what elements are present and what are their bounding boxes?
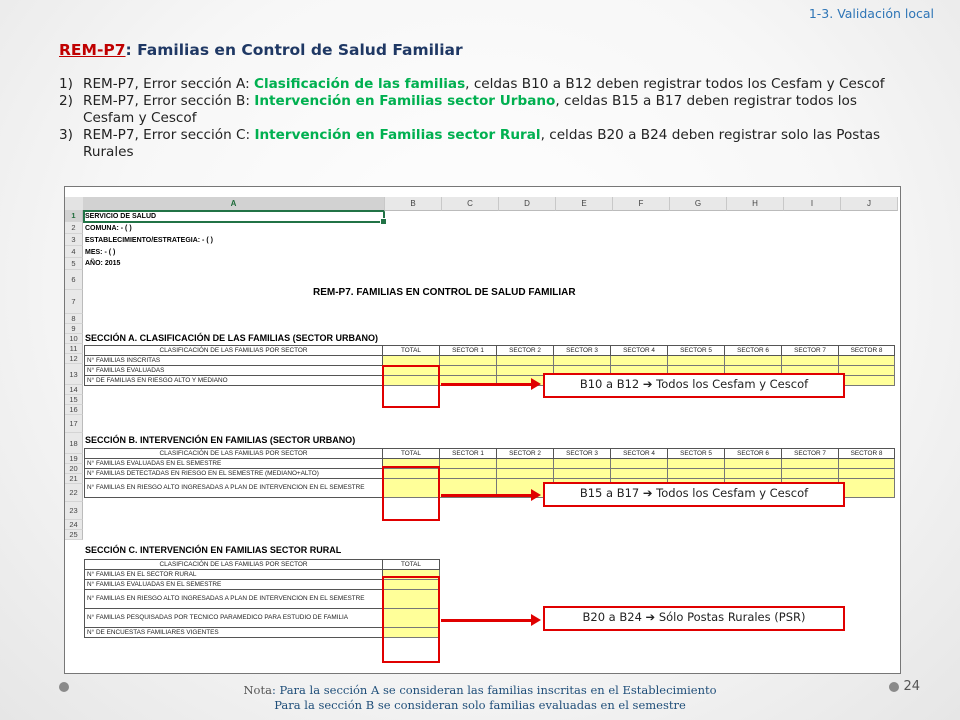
row-label: N° FAMILIAS EVALUADAS EN EL SEMESTRE xyxy=(85,580,383,590)
row-label: N° DE FAMILIAS EN RIESGO ALTO Y MEDIANO xyxy=(85,376,383,386)
column-header-d[interactable]: D xyxy=(499,197,556,211)
item-highlight: Intervención en Familias sector Rural xyxy=(254,127,541,143)
highlight-box-b20-b24 xyxy=(382,576,440,663)
row-header-22[interactable]: 22 xyxy=(65,484,83,502)
select-all-corner[interactable] xyxy=(65,197,84,211)
arrow-a xyxy=(441,383,532,386)
column-header-e[interactable]: E xyxy=(556,197,613,211)
page-number: 24 xyxy=(903,679,920,694)
header-line: SERVICIO DE SALUD xyxy=(85,213,157,220)
note-line-1 xyxy=(0,683,960,698)
highlight-box-b10-b12 xyxy=(382,365,440,408)
footnote xyxy=(0,683,960,713)
section-c-title: SECCIÓN C. INTERVENCIÓN EN FAMILIAS SECTOR RURAL xyxy=(85,545,342,555)
callout-c: B20 a B24 ➔ Sólo Postas Rurales (PSR) xyxy=(543,606,845,631)
column-header-h[interactable]: H xyxy=(727,197,784,211)
table-header-row xyxy=(85,449,895,459)
row-header-1[interactable]: 1 xyxy=(65,210,83,222)
section-a-title: SECCIÓN A. CLASIFICACIÓN DE LAS FAMILIAS (SECTOR URBANO) xyxy=(85,333,379,343)
row-header-21[interactable]: 21 xyxy=(65,474,83,484)
table-header: CLASIFICACIÓN DE LAS FAMILIAS POR SECTOR xyxy=(85,560,383,570)
row-label: N° FAMILIAS DETECTADAS EN RIESGO EN EL SEMESTRE (MEDIANO+ALTO) xyxy=(85,469,383,479)
table-header: SECTOR 3 xyxy=(554,449,611,459)
row-label: N° FAMILIAS EN EL SECTOR RURAL xyxy=(85,570,383,580)
row-header-13[interactable]: 13 xyxy=(65,364,83,385)
column-header-b[interactable]: B xyxy=(385,197,442,211)
table-row xyxy=(85,459,895,469)
column-header-c[interactable]: C xyxy=(442,197,499,211)
header-line: ESTABLECIMIENTO/ESTRATEGIA: - ( ) xyxy=(85,237,213,244)
table-header: SECTOR 4 xyxy=(611,449,668,459)
item-number: 1) xyxy=(59,76,73,92)
arrow-b xyxy=(441,494,532,497)
table-header: SECTOR 1 xyxy=(440,449,497,459)
row-header-10[interactable]: 10 xyxy=(65,334,83,344)
report-title: REM-P7. FAMILIAS EN CONTROL DE SALUD FAMILIAR xyxy=(313,287,576,298)
table-header: SECTOR 3 xyxy=(554,346,611,356)
item-suffix: , celdas B10 a B12 deben registrar todos los Cesfam y Cescof xyxy=(465,76,885,92)
row-header-5[interactable]: 5 xyxy=(65,258,83,270)
section-tag: 1-3. Validación local xyxy=(808,6,934,21)
row-label: N° FAMILIAS PESQUISADAS POR TECNICO PARAMEDICO PARA ESTUDIO DE FAMILIA xyxy=(85,609,383,628)
column-header-g[interactable]: G xyxy=(670,197,727,211)
arrow-c xyxy=(441,619,532,622)
item-suffix: , celdas B20 a B24 deben registrar solo las Postas Rurales xyxy=(83,127,881,160)
row-header-14[interactable]: 14 xyxy=(65,385,83,395)
callout-a: B10 a B12 ➔ Todos los Cesfam y Cescof xyxy=(543,373,845,398)
highlight-box-b15-b17 xyxy=(382,466,440,521)
table-header: SECTOR 4 xyxy=(611,346,668,356)
column-header-i[interactable]: I xyxy=(784,197,841,211)
table-row xyxy=(85,469,895,479)
table-header: CLASIFICACIÓN DE LAS FAMILIAS POR SECTOR xyxy=(85,346,383,356)
slide-title xyxy=(59,41,463,59)
title-rest: : Familias en Control de Salud Familiar xyxy=(125,41,463,59)
row-header-18[interactable]: 18 xyxy=(65,433,83,454)
row-header-25[interactable]: 25 xyxy=(65,530,83,540)
table-header: SECTOR 6 xyxy=(725,449,782,459)
item-text xyxy=(83,127,904,161)
table-header-row xyxy=(85,346,895,356)
row-header-8[interactable]: 8 xyxy=(65,314,83,324)
row-header-17[interactable]: 17 xyxy=(65,415,83,433)
table-header: SECTOR 5 xyxy=(668,449,725,459)
row-header-6[interactable]: 6 xyxy=(65,270,83,290)
table-header: SECTOR 5 xyxy=(668,346,725,356)
column-header-j[interactable]: J xyxy=(841,197,898,211)
item-prefix: REM-P7, Error sección B: xyxy=(83,93,255,109)
table-header: SECTOR 2 xyxy=(497,449,554,459)
note-text: : Para la sección A se consideran las familias inscritas en el Establecimiento xyxy=(271,683,717,697)
title-code: REM-P7 xyxy=(59,41,126,59)
column-header-f[interactable]: F xyxy=(613,197,670,211)
column-header-a[interactable]: A xyxy=(83,197,385,212)
row-label: N° DE ENCUESTAS FAMILIARES VIGENTES xyxy=(85,628,383,638)
list-item xyxy=(59,93,904,127)
row-header-16[interactable]: 16 xyxy=(65,405,83,415)
row-header-2[interactable]: 2 xyxy=(65,222,83,234)
item-prefix: REM-P7, Error sección C: xyxy=(83,127,255,143)
note-label: Nota xyxy=(243,683,272,697)
row-label: N° FAMILIAS INSCRITAS xyxy=(85,356,383,366)
item-text xyxy=(83,93,904,127)
row-header-15[interactable]: 15 xyxy=(65,395,83,405)
row-label: N° FAMILIAS EN RIESGO ALTO INGRESADAS A PLAN DE INTERVENCION EN EL SEMESTRE xyxy=(85,590,383,609)
header-line: AÑO: 2015 xyxy=(85,260,121,267)
row-header-23[interactable]: 23 xyxy=(65,502,83,520)
table-header: SECTOR 1 xyxy=(440,346,497,356)
note-line-2: Para la sección B se consideran solo familias evaluadas en el semestre xyxy=(274,698,686,712)
row-header-20[interactable]: 20 xyxy=(65,464,83,474)
row-header-24[interactable]: 24 xyxy=(65,520,83,530)
row-label: N° FAMILIAS EN RIESGO ALTO INGRESADAS A PLAN DE INTERVENCION EN EL SEMESTRE xyxy=(85,479,383,498)
table-row xyxy=(85,356,895,366)
table-header: TOTAL xyxy=(383,346,440,356)
table-header: CLASIFICACIÓN DE LAS FAMILIAS POR SECTOR xyxy=(85,449,383,459)
row-header-19[interactable]: 19 xyxy=(65,454,83,464)
table-header: TOTAL xyxy=(383,560,440,570)
section-b-title: SECCIÓN B. INTERVENCIÓN EN FAMILIAS (SECTOR URBANO) xyxy=(85,435,356,445)
item-suffix: , celdas B15 a B17 deben registrar todos los Cesfam y Cescof xyxy=(83,93,857,126)
item-prefix: REM-P7, Error sección A: xyxy=(83,76,254,92)
table-header: SECTOR 7 xyxy=(782,449,839,459)
callout-b: B15 a B17 ➔ Todos los Cesfam y Cescof xyxy=(543,482,845,507)
item-number: 3) xyxy=(59,127,73,143)
table-header: SECTOR 8 xyxy=(839,449,895,459)
item-highlight: Clasificación de las familias xyxy=(254,76,466,92)
row-header-4[interactable]: 4 xyxy=(65,246,83,258)
row-label: N° FAMILIAS EVALUADAS EN EL SEMESTRE xyxy=(85,459,383,469)
item-highlight: Intervención en Familias sector Urbano xyxy=(254,93,556,109)
row-header-12[interactable]: 12 xyxy=(65,354,83,364)
row-header-3[interactable]: 3 xyxy=(65,234,83,246)
table-header: SECTOR 7 xyxy=(782,346,839,356)
item-number: 2) xyxy=(59,93,73,109)
row-label: N° FAMILIAS EVALUADAS xyxy=(85,366,383,376)
item-text xyxy=(83,76,904,93)
table-header: SECTOR 2 xyxy=(497,346,554,356)
row-header-7[interactable]: 7 xyxy=(65,290,83,314)
header-line: COMUNA: - ( ) xyxy=(85,225,132,232)
header-line: MES: - ( ) xyxy=(85,249,116,256)
list-item xyxy=(59,127,904,161)
table-header: SECTOR 8 xyxy=(839,346,895,356)
list-item xyxy=(59,76,904,93)
row-header-11[interactable]: 11 xyxy=(65,344,83,354)
table-header-row xyxy=(85,560,440,570)
row-header-9[interactable]: 9 xyxy=(65,324,83,334)
error-list xyxy=(59,76,904,161)
table-header: SECTOR 6 xyxy=(725,346,782,356)
spreadsheet-screenshot xyxy=(64,186,901,674)
table-header: TOTAL xyxy=(383,449,440,459)
